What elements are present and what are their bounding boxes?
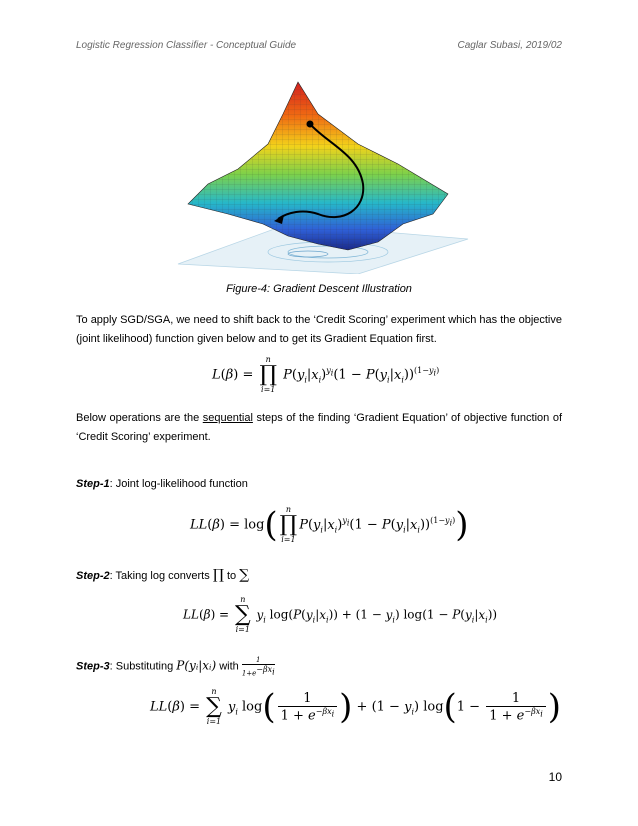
step-3-with: with bbox=[216, 660, 242, 673]
step-2-label: Step-2 bbox=[76, 570, 110, 582]
paragraph-intro: To apply SGD/SGA, we need to shift back to the ‘Credit Scoring’ experiment which has the objective (joint likelihood) function given below and to get its Gradient Equation first. bbox=[76, 314, 562, 345]
start-point bbox=[307, 121, 314, 128]
step-2-mid: to bbox=[223, 570, 240, 582]
p2-after: steps of the finding ‘Gradient Equation’ of objective function of ‘Credit Scoring’ experiment. bbox=[76, 412, 563, 443]
step-3-text: : Substituting bbox=[109, 660, 177, 673]
gradient-descent-figure bbox=[168, 74, 470, 274]
equation-likelihood: L(β) = n ∏ i=1 $P(y_i|x_i)^{y_i}(1 - P(y_i|x_i))^{(1-y_i)}$ bbox=[212, 355, 440, 394]
header-title: Logistic Regression Classifier - Conceptual Guide bbox=[76, 40, 297, 51]
step-3 bbox=[76, 656, 275, 677]
product-symbol: ∏ bbox=[212, 567, 224, 583]
p2-before: Below operations are the bbox=[76, 412, 203, 424]
sum-symbol: ∑ bbox=[239, 567, 250, 583]
step-3-label: Step-3 bbox=[76, 660, 110, 673]
page-number: 10 bbox=[548, 770, 562, 784]
loss-surface-mesh bbox=[188, 82, 448, 250]
step-1-text: : Joint log-likelihood function bbox=[109, 478, 248, 490]
equation-log-likelihood: LL(β) = log( n ∏ i=1 $P(y_i|x_i)^{y_i}(1 - P(y_i|x_i))^{(1-y_i)}$) bbox=[190, 505, 469, 545]
step-1-label: Step-1 bbox=[76, 478, 110, 490]
sigmoid-fraction: 1 $1+e^{-\beta x_i}$ bbox=[241, 656, 275, 678]
step-1 bbox=[76, 478, 248, 490]
probability-expression: P(yᵢ|xᵢ) bbox=[176, 658, 217, 673]
p2-underlined: sequential bbox=[202, 412, 253, 424]
equation-sum-log: LL(β) = n ∑ i=1 $y_i$ $\log(P(y_i|x_i)) + (1 - y_i) \log(1 - P(y_i|x_i))$ bbox=[183, 595, 498, 634]
paragraph-steps-intro bbox=[76, 409, 562, 447]
step-2-text: : Taking log converts bbox=[109, 570, 213, 582]
header-author-date: Caglar Subasi, 2019/02 bbox=[457, 40, 562, 51]
step-2 bbox=[76, 567, 249, 583]
figure-caption: Figure-4: Gradient Descent Illustration bbox=[226, 283, 412, 295]
equation-substituted: LL(β) = n ∑ i=1 $y_i$ log( $\frac{1}{1 + e^{-\beta x_i}}$ ) + $(1 - y_i)$ log(1 − $\frac{1}{1 + e^{-\beta x_i}}$ ) bbox=[150, 687, 562, 727]
